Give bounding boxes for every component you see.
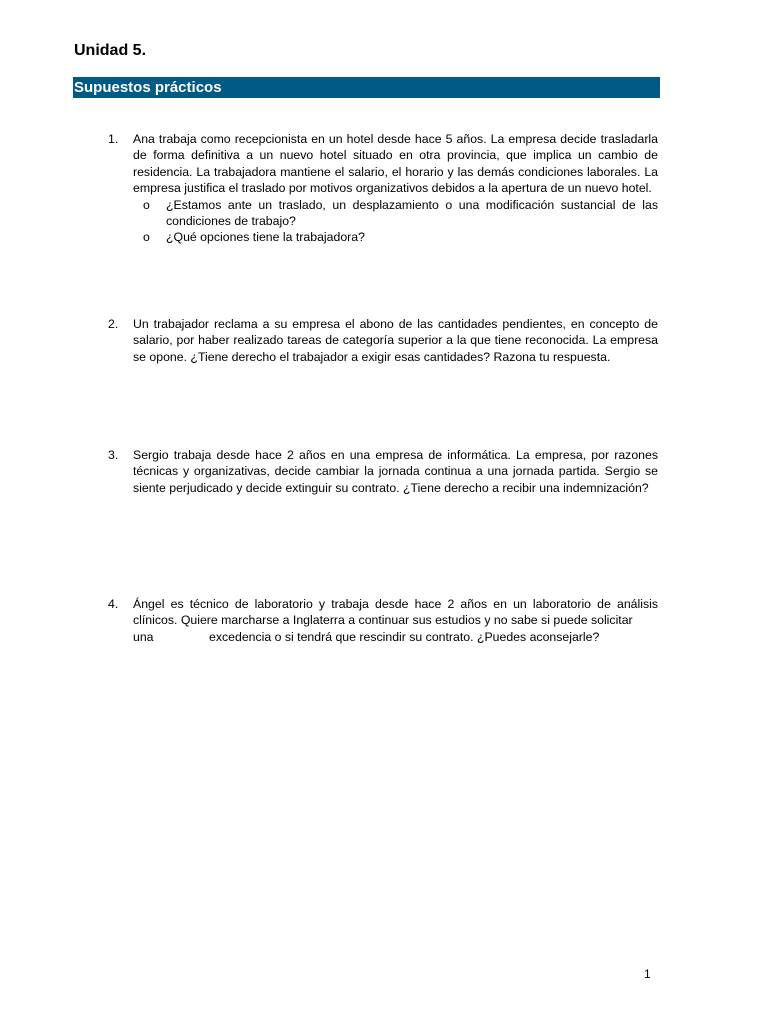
- exercise-number: 3.: [108, 448, 119, 462]
- sub-question: [143, 229, 658, 245]
- exercise-text-last-line: [133, 629, 658, 645]
- exercise-number: 1.: [108, 132, 119, 146]
- exercise-number: 2.: [108, 317, 119, 331]
- sub-question-list: [108, 197, 658, 246]
- exercise-number: 4.: [108, 597, 119, 611]
- section-title-banner: Supuestos prácticos: [73, 77, 660, 98]
- exercise-2: [108, 316, 658, 365]
- exercise-text: Sergio trabaja desde hace 2 años en una empresa de informática. La empresa, por razones técnicas y organizativas, decide cambiar la jornada continua a una jornada partida. Sergio se siente perjudicado y decide extinguir su contrato. ¿Tiene derecho a recibir una indemnización?: [133, 448, 658, 495]
- sub-question-text: ¿Qué opciones tiene la trabajadora?: [166, 230, 365, 245]
- exercise-text: Ángel es técnico de laboratorio y trabaja desde hace 2 años en un laboratorio de análisis clínicos. Quiere marcharse a Inglaterra a continuar sus estudios y no sabe si puede solicitar: [133, 597, 658, 628]
- exercise-text: Un trabajador reclama a su empresa el abono de las cantidades pendientes, en concepto de salario, por haber realizado tareas de categoría superior a la que tiene reconocida. La empresa se opone. ¿Tiene derecho el trabajador a exigir esas cantidades? Razona tu respuesta.: [133, 317, 658, 364]
- exercise-1: [108, 131, 658, 246]
- exercise-3: [108, 447, 658, 496]
- sub-question: [143, 197, 658, 230]
- bullet-icon: o: [143, 197, 150, 212]
- sub-question-text: ¿Estamos ante un traslado, un desplazamiento o una modificación sustancial de las condiciones de trabajo?: [166, 197, 658, 229]
- exercise-text: Ana trabaja como recepcionista en un hotel desde hace 5 años. La empresa decide trasladarla de forma definitiva a un nuevo hotel situado en otra provincia, que implica un cambio de residencia. La trabajadora mantiene el salario, el horario y las demás condiciones laborales. La empresa justifica el traslado por motivos organizativos debidos a la apertura de un nuevo hotel.: [133, 132, 658, 196]
- exercise-4: [108, 596, 658, 645]
- bullet-icon: o: [143, 230, 150, 245]
- exercise-text-word: una: [133, 629, 154, 644]
- page-number: 1: [644, 967, 651, 981]
- exercise-text-rest: excedencia o si tendrá que rescindir su contrato. ¿Puedes aconsejarle?: [209, 629, 600, 644]
- unit-title: Unidad 5.: [74, 42, 147, 59]
